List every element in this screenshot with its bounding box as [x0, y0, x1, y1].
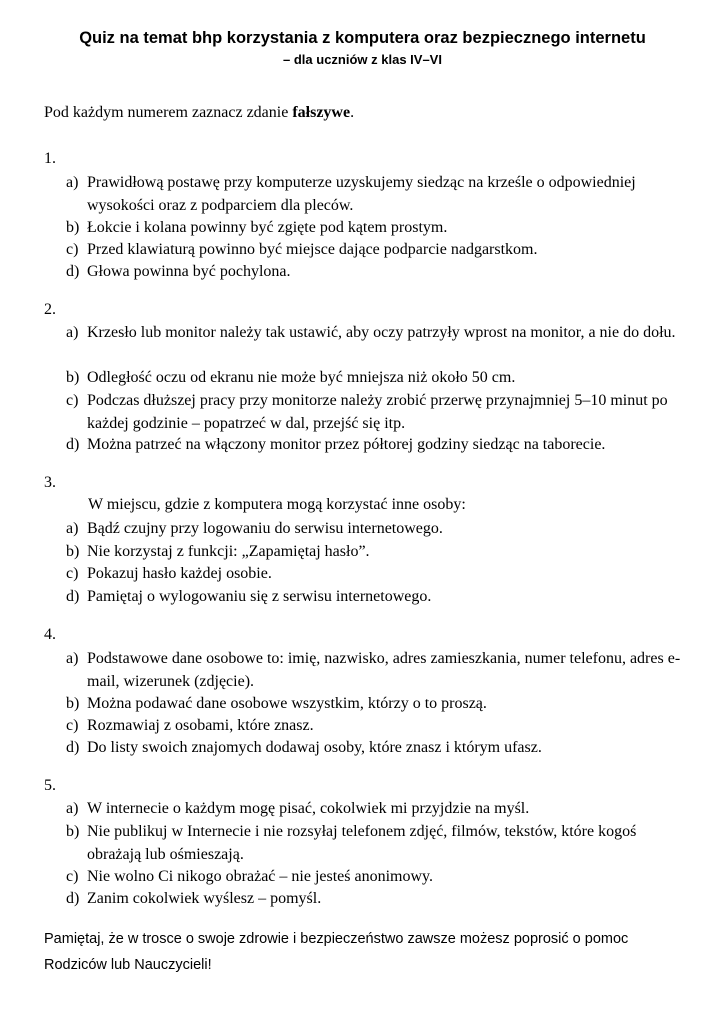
question-number: 4.: [44, 626, 56, 643]
option-text: Bądź czujny przy logowaniu do serwisu internetowego.: [87, 520, 443, 537]
option-letter: a): [66, 520, 79, 537]
instruction-emphasis: fałszywe: [292, 104, 351, 121]
option-letter: b): [66, 219, 80, 236]
option-text: Podczas dłuższej pracy przy monitorze należy zrobić przerwę przynajmniej 5–10 minut po każdej godzinie – popatrzeć w dal, przejść się itp.: [87, 392, 668, 432]
option-text: Można podawać dane osobowe wszystkim, którzy o to proszą.: [87, 695, 487, 712]
option-letter: a): [66, 174, 79, 191]
instruction-suffix: .: [350, 104, 355, 121]
answer-option: [66, 239, 686, 262]
answer-option: [66, 888, 686, 911]
option-letter: a): [66, 324, 79, 341]
option-text: Prawidłową postawę przy komputerze uzyskujemy siedząc na krześle o odpowiedniej wysokości oraz z podparciem dla pleców.: [87, 174, 636, 214]
instruction-text: Pod każdym numerem zaznacz zdanie: [44, 104, 293, 121]
option-letter: d): [66, 588, 80, 605]
option-letter: d): [66, 890, 80, 907]
answer-option: [66, 434, 686, 457]
option-text: Można patrzeć na włączony monitor przez półtorej godziny siedząc na taborecie.: [87, 436, 606, 453]
option-letter: b): [66, 823, 80, 840]
option-letter: c): [66, 241, 79, 258]
option-text: Do listy swoich znajomych dodawaj osoby, które znasz i którym ufasz.: [87, 739, 542, 756]
option-text: Pokazuj hasło każdej osobie.: [87, 565, 272, 582]
option-text: Rozmawiaj z osobami, które znasz.: [87, 717, 314, 734]
option-text: Nie publikuj w Internecie i nie rozsyłaj telefonem zdjęć, filmów, tekstów, które kogoś obrażają lub ośmieszają.: [87, 823, 637, 863]
answer-option: [66, 367, 686, 390]
option-letter: d): [66, 739, 80, 756]
footer-note: Pamiętaj, że w trosce o swoje zdrowie i bezpieczeństwo zawsze możesz poprosić o pomoc Rodziców lub Nauczycieli!: [44, 931, 629, 973]
question-number: 2.: [44, 301, 56, 318]
option-text: Przed klawiaturą powinno być miejsce dające podparcie nadgarstkom.: [87, 241, 538, 258]
answer-option: [66, 648, 686, 693]
answer-option: [66, 866, 686, 889]
page-subtitle: – dla uczniów z klas IV–VI: [283, 52, 442, 67]
answer-option: [66, 541, 686, 564]
answer-option: [66, 715, 686, 738]
answer-option: [66, 821, 686, 866]
answer-option: [66, 737, 686, 760]
question-number: 1.: [44, 150, 56, 167]
option-text: Krzesło lub monitor należy tak ustawić, aby oczy patrzyły wprost na monitor, a nie do dołu.: [87, 324, 676, 341]
answer-option: [66, 518, 686, 541]
option-letter: d): [66, 436, 80, 453]
question-number: 5.: [44, 777, 56, 794]
option-text: Nie wolno Ci nikogo obrażać – nie jesteś anonimowy.: [87, 868, 433, 885]
option-text: Łokcie i kolana powinny być zgięte pod kątem prostym.: [87, 219, 448, 236]
option-letter: c): [66, 392, 79, 409]
option-letter: a): [66, 800, 79, 817]
option-letter: c): [66, 717, 79, 734]
answer-option: [66, 322, 686, 345]
option-text: W internecie o każdym mogę pisać, cokolwiek mi przyjdzie na myśl.: [87, 800, 530, 817]
option-text: Pamiętaj o wylogowaniu się z serwisu internetowego.: [87, 588, 432, 605]
page-title: Quiz na temat bhp korzystania z komputera oraz bezpiecznego internetu: [79, 29, 646, 47]
option-letter: b): [66, 543, 80, 560]
option-text: Zanim cokolwiek wyślesz – pomyśl.: [87, 890, 322, 907]
option-letter: a): [66, 650, 79, 667]
answer-option: [66, 586, 686, 609]
answer-option: [66, 217, 686, 240]
answer-option: [66, 563, 686, 586]
answer-option: [66, 798, 686, 821]
answer-option: [66, 261, 686, 284]
option-text: Odległość oczu od ekranu nie może być mniejsza niż około 50 cm.: [87, 369, 516, 386]
instruction: [44, 104, 354, 122]
option-text: Głowa powinna być pochylona.: [87, 263, 291, 280]
answer-option: [66, 172, 686, 217]
option-text: Nie korzystaj z funkcji: „Zapamiętaj hasło”.: [87, 543, 370, 560]
option-letter: d): [66, 263, 80, 280]
option-letter: b): [66, 695, 80, 712]
option-text: Podstawowe dane osobowe to: imię, nazwisko, adres zamieszkania, numer telefonu, adres e-mail, wizerunek (zdjęcie).: [87, 650, 681, 690]
option-letter: b): [66, 369, 80, 386]
answer-option: [66, 390, 686, 435]
option-letter: c): [66, 868, 79, 885]
option-letter: c): [66, 565, 79, 582]
question-intro: W miejscu, gdzie z komputera mogą korzystać inne osoby:: [88, 496, 466, 513]
answer-option: [66, 693, 686, 716]
question-number: 3.: [44, 474, 56, 491]
